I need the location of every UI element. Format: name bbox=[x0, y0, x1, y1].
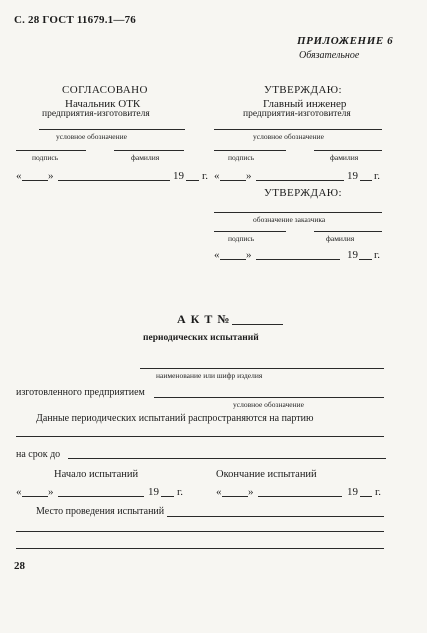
manufactured-prefix: изготовленного предприятием bbox=[16, 387, 145, 398]
end-year-prefix: 19 bbox=[347, 486, 358, 498]
start-date-month-line[interactable] bbox=[58, 496, 144, 497]
customer-sign-line[interactable] bbox=[214, 231, 286, 232]
start-year-suffix: г. bbox=[177, 486, 184, 498]
left-date-close: » bbox=[48, 170, 54, 182]
customer-name-line[interactable] bbox=[314, 231, 382, 232]
appendix-note: Обязательное bbox=[299, 50, 360, 61]
left-date-month-line[interactable] bbox=[58, 180, 170, 181]
end-year-line[interactable] bbox=[360, 496, 372, 497]
page-number: 28 bbox=[14, 560, 25, 572]
end-label: Окончание испытаний bbox=[216, 469, 317, 480]
right-cond-line[interactable] bbox=[214, 129, 382, 130]
customer-year-line[interactable] bbox=[359, 259, 372, 260]
left-block-title: СОГЛАСОВАНО bbox=[62, 84, 148, 96]
customer-cond-label: обозначение заказчика bbox=[253, 215, 326, 224]
right-date-close: » bbox=[246, 170, 252, 182]
left-sign-label: подпись bbox=[32, 153, 59, 162]
right-date-day-line[interactable] bbox=[220, 180, 246, 181]
customer-date-day-line[interactable] bbox=[220, 259, 246, 260]
act-subtitle: периодических испытаний bbox=[143, 333, 259, 343]
right-name-line[interactable] bbox=[314, 150, 382, 151]
customer-date-month-line[interactable] bbox=[256, 259, 340, 260]
manufactured-line[interactable] bbox=[154, 397, 384, 398]
product-line[interactable] bbox=[140, 368, 384, 369]
start-year-line[interactable] bbox=[161, 496, 174, 497]
appendix-title: ПРИЛОЖЕНИЕ 6 bbox=[297, 35, 394, 47]
right-block-title: УТВЕРЖДАЮ: bbox=[264, 84, 342, 96]
term-prefix: на срок до bbox=[16, 449, 61, 460]
left-cond-label: условное обозначение bbox=[56, 132, 127, 141]
start-date-close: » bbox=[48, 486, 54, 498]
left-block-role2: предприятия-изготовителя bbox=[42, 109, 150, 119]
left-year-suffix: г. bbox=[202, 170, 209, 182]
left-date-open: « bbox=[16, 170, 22, 182]
place-line-1[interactable] bbox=[167, 516, 384, 517]
left-block-role1: Начальник ОТК bbox=[65, 98, 141, 110]
customer-block-title: УТВЕРЖДАЮ: bbox=[264, 187, 342, 199]
customer-name-label: фамилия bbox=[326, 234, 355, 243]
product-label: наименование или шифр изделия bbox=[156, 371, 263, 380]
left-year-prefix: 19 bbox=[173, 170, 184, 182]
customer-cond-line[interactable] bbox=[214, 212, 382, 213]
right-sign-line[interactable] bbox=[214, 150, 286, 151]
end-date-month-line[interactable] bbox=[258, 496, 342, 497]
right-date-month-line[interactable] bbox=[256, 180, 344, 181]
end-year-suffix: г. bbox=[375, 486, 382, 498]
customer-date-open: « bbox=[214, 249, 220, 261]
page-reference: С. 28 ГОСТ 11679.1—76 bbox=[14, 14, 136, 26]
place-line-3[interactable] bbox=[16, 548, 384, 549]
right-year-prefix: 19 bbox=[347, 170, 358, 182]
act-title: А К Т № bbox=[177, 312, 231, 326]
end-date-close: » bbox=[248, 486, 254, 498]
right-block-role2: предприятия-изготовителя bbox=[243, 109, 351, 119]
batch-line[interactable] bbox=[16, 436, 384, 437]
customer-sign-label: подпись bbox=[228, 234, 255, 243]
right-year-line[interactable] bbox=[360, 180, 372, 181]
end-date-day-line[interactable] bbox=[222, 496, 248, 497]
start-year-prefix: 19 bbox=[148, 486, 159, 498]
start-date-day-line[interactable] bbox=[22, 496, 48, 497]
right-cond-label: условное обозначение bbox=[253, 132, 324, 141]
right-name-label: фамилия bbox=[330, 153, 359, 162]
right-year-suffix: г. bbox=[374, 170, 381, 182]
start-date-open: « bbox=[16, 486, 22, 498]
extend-text: Данные периодических испытаний распространяются на партию bbox=[36, 413, 314, 424]
left-sign-line[interactable] bbox=[16, 150, 86, 151]
left-year-line[interactable] bbox=[186, 180, 199, 181]
customer-year-suffix: г. bbox=[374, 249, 381, 261]
right-block-role1: Главный инженер bbox=[263, 98, 347, 110]
right-sign-label: подпись bbox=[228, 153, 255, 162]
act-number-line[interactable] bbox=[232, 324, 283, 325]
manufactured-label: условное обозначение bbox=[233, 400, 304, 409]
left-date-day-line[interactable] bbox=[22, 180, 48, 181]
left-name-label: фамилия bbox=[131, 153, 160, 162]
start-label: Начало испытаний bbox=[54, 469, 139, 480]
place-line-2[interactable] bbox=[16, 531, 384, 532]
place-label: Место проведения испытаний bbox=[36, 506, 165, 517]
customer-year-prefix: 19 bbox=[347, 249, 358, 261]
end-date-open: « bbox=[216, 486, 222, 498]
left-cond-line[interactable] bbox=[39, 129, 185, 130]
right-date-open: « bbox=[214, 170, 220, 182]
term-line[interactable] bbox=[68, 458, 386, 459]
left-name-line[interactable] bbox=[114, 150, 184, 151]
customer-date-close: » bbox=[246, 249, 252, 261]
